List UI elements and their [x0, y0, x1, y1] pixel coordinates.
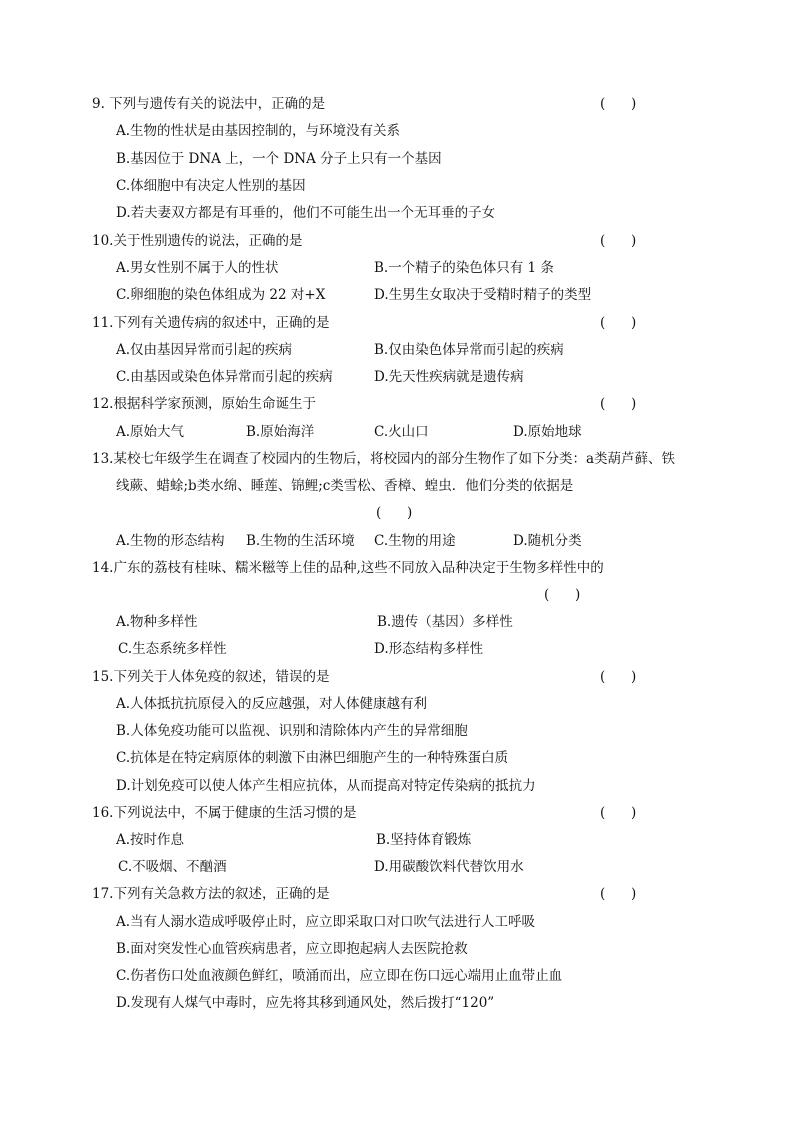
question-10-option-a: A.男女性别不属于人的性状 — [116, 260, 279, 276]
question-17-stem: 17.下列有关急救方法的叙述，正确的是 — [92, 886, 330, 902]
answer-bracket: ( ) — [600, 96, 637, 112]
answer-bracket: ( ) — [600, 233, 637, 249]
answer-bracket: ( ) — [600, 886, 637, 902]
answer-bracket: ( ) — [600, 805, 637, 821]
question-16-option-c: C.不吸烟、不酗酒 — [118, 859, 227, 875]
question-15-option-c: C.抗体是在特定病原体的刺激下由淋巴细胞产生的一种特殊蛋白质 — [116, 750, 509, 766]
question-13-stem-line-2: 线蕨、蜡蜍;b类水绵、睡莲、锦鲤;c类雪松、香樟、蝗虫．他们分类的依据是 — [116, 478, 574, 494]
question-11-option-b: B.仅由染色体异常而引起的疾病 — [374, 342, 564, 358]
question-15-option-b: B.人体免疫功能可以监视、识别和清除体内产生的异常细胞 — [116, 723, 468, 739]
question-14-stem: 14.广东的荔枝有桂味、糯米糍等上佳的品种,这些不同放入品种决定于生物多样性中的 — [92, 560, 604, 576]
question-13-stem-line-1: 13.某校七年级学生在调查了校园内的生物后，将校园内的部分生物作了如下分类：a类葫芦藓、铁 — [92, 451, 676, 467]
question-14-option-d: D.形态结构多样性 — [374, 641, 484, 657]
question-16-stem: 16.下列说法中，不属于健康的生活习惯的是 — [92, 805, 357, 821]
question-9-stem: 9. 下列与遗传有关的说法中，正确的是 — [92, 96, 326, 112]
question-9-option-a: A.生物的性状是由基因控制的，与环境没有关系 — [116, 123, 401, 139]
question-16-option-a: A.按时作息 — [116, 832, 185, 848]
question-10-option-b: B.一个精子的染色体只有 1 条 — [374, 260, 554, 276]
question-13-option-d: D.随机分类 — [513, 533, 582, 549]
question-15-stem: 15.下列关于人体免疫的叙述，错误的是 — [92, 669, 330, 685]
question-11-option-c: C.由基因或染色体异常而引起的疾病 — [116, 369, 333, 385]
question-14-option-a: A.物种多样性 — [116, 614, 198, 630]
question-12-option-b: B.原始海洋 — [246, 424, 315, 440]
answer-bracket: ( ) — [600, 396, 637, 412]
question-14-option-b: B.遗传（基因）多样性 — [377, 614, 513, 630]
question-12-option-d: D.原始地球 — [513, 424, 582, 440]
question-12-option-c: C.火山口 — [374, 424, 429, 440]
question-16-option-b: B.坚持体育锻炼 — [376, 832, 472, 848]
answer-bracket: ( ) — [600, 669, 637, 685]
question-9-option-c: C.体细胞中有决定人性别的基因 — [116, 178, 306, 194]
question-10-option-c: C.卵细胞的染色体组成为 22 对+X — [116, 287, 326, 303]
question-12-option-a: A.原始大气 — [116, 424, 185, 440]
question-17-option-d: D.发现有人煤气中毒时，应先将其移到通风处，然后拨打“120” — [116, 995, 495, 1011]
answer-bracket: ( ) — [376, 505, 413, 521]
question-12-stem: 12.根据科学家预测，原始生命诞生于 — [92, 396, 316, 412]
question-17-option-c: C.伤者伤口处血液颜色鲜红，喷涌而出，应立即在伤口远心端用止血带止血 — [116, 968, 563, 984]
question-13-option-b: B.生物的生活环境 — [246, 533, 355, 549]
question-17-option-b: B.面对突发性心血管疾病患者，应立即抱起病人去医院抢救 — [116, 941, 468, 957]
question-11-stem: 11.下列有关遗传病的叙述中，正确的是 — [92, 315, 330, 331]
question-14-option-c: C.生态系统多样性 — [118, 641, 227, 657]
question-15-option-d: D.计划免疫可以使人体产生相应抗体，从而提高对特定传染病的抵抗力 — [116, 778, 536, 794]
question-17-option-a: A.当有人溺水造成呼吸停止时，应立即采取口对口吹气法进行人工呼吸 — [116, 914, 536, 930]
question-10-option-d: D.生男生女取决于受精时精子的类型 — [374, 287, 592, 303]
answer-bracket: ( ) — [544, 587, 581, 603]
question-11-option-a: A.仅由基因异常而引起的疾病 — [116, 342, 293, 358]
question-9-option-d: D.若夫妻双方都是有耳垂的，他们不可能生出一个无耳垂的子女 — [116, 205, 496, 221]
question-13-option-c: C.生物的用途 — [374, 533, 456, 549]
question-15-option-a: A.人体抵抗抗原侵入的反应越强，对人体健康越有利 — [116, 696, 428, 712]
question-9-option-b: B.基因位于 DNA 上，一个 DNA 分子上只有一个基因 — [116, 151, 442, 167]
answer-bracket: ( ) — [600, 315, 637, 331]
question-10-stem: 10.关于性别遗传的说法，正确的是 — [92, 233, 303, 249]
question-11-option-d: D.先天性疾病就是遗传病 — [374, 369, 524, 385]
question-16-option-d: D.用碳酸饮料代替饮用水 — [374, 859, 524, 875]
question-13-option-a: A.生物的形态结构 — [116, 533, 225, 549]
